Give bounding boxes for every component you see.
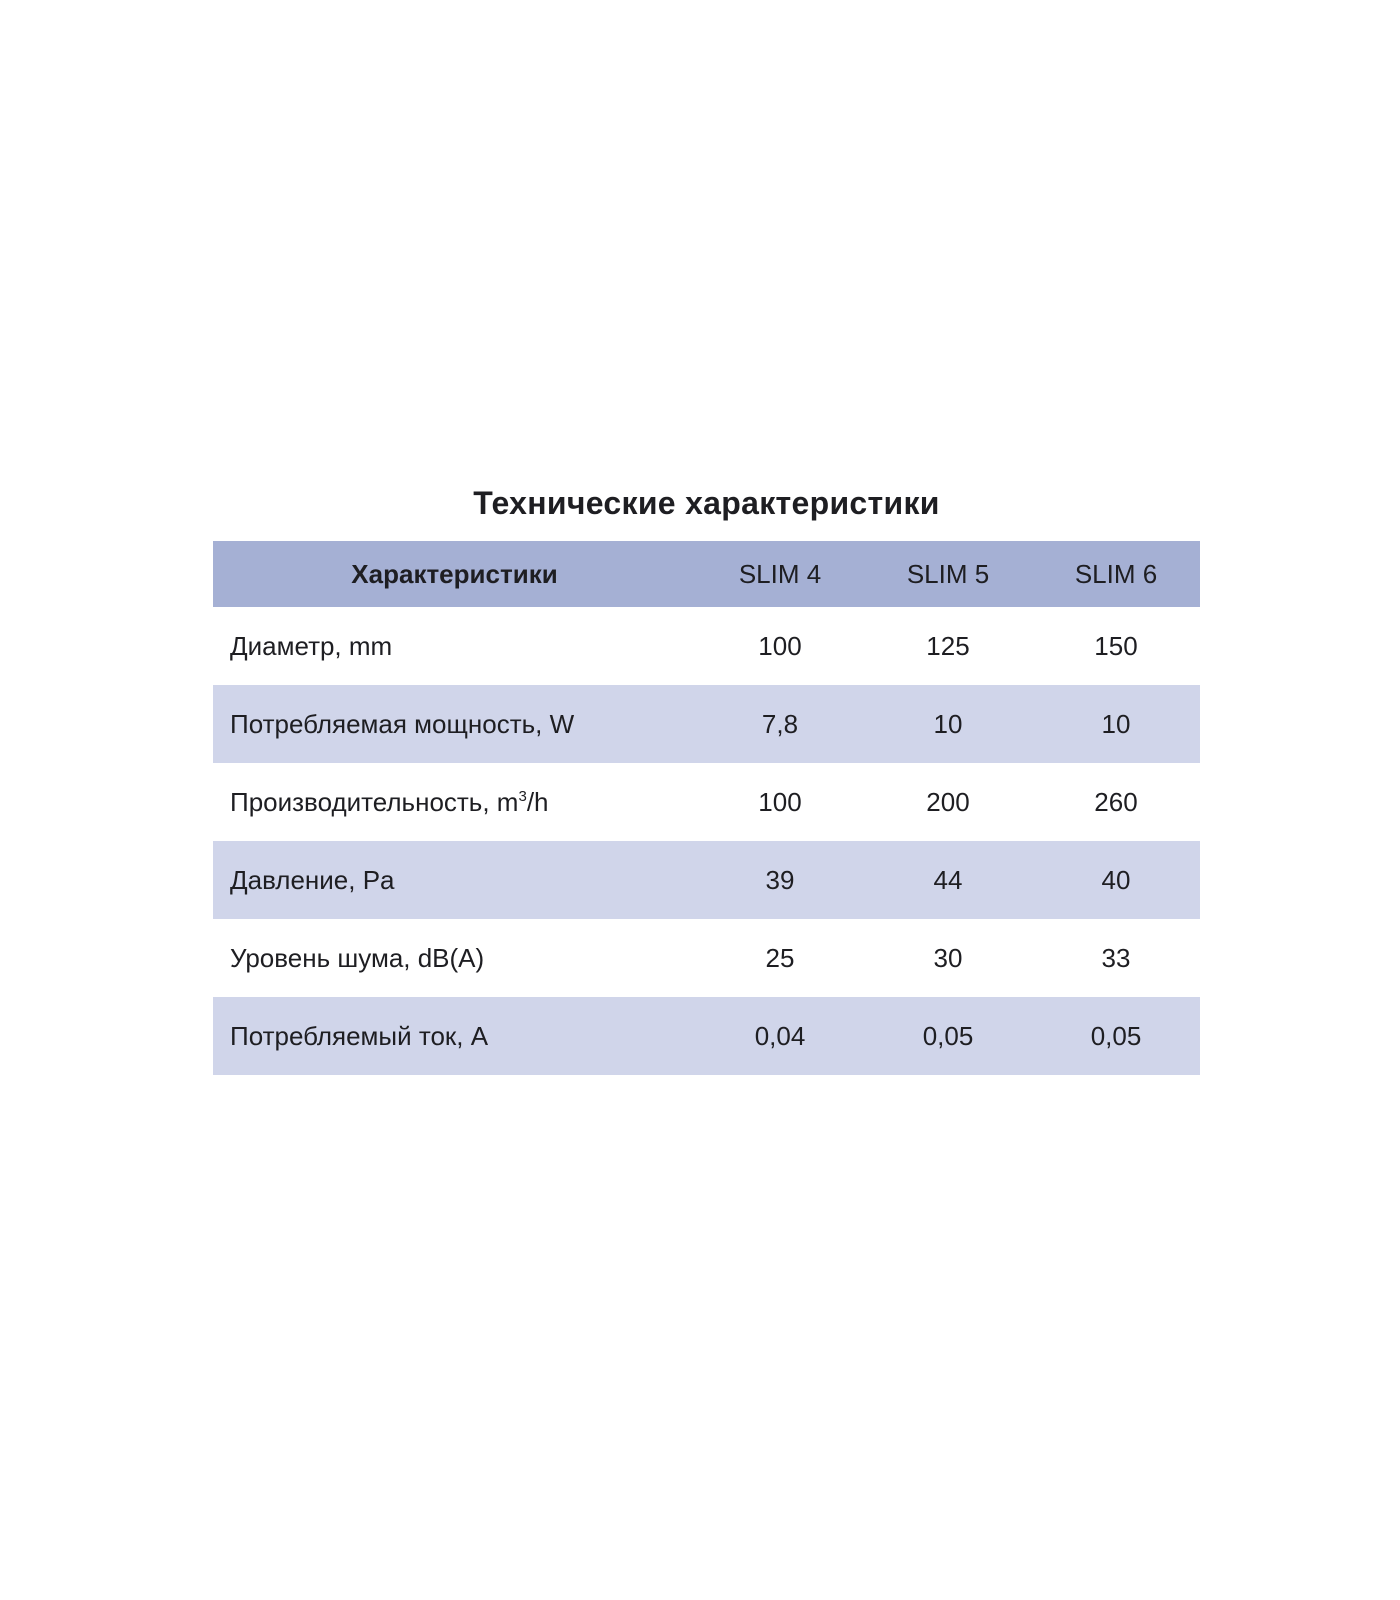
row-value: 200 (926, 786, 970, 817)
table-row (213, 841, 1200, 919)
row-label (213, 763, 696, 841)
row-value: 10 (1101, 708, 1131, 739)
row-label-text: Потребляемая мощность, W (230, 708, 575, 739)
row-value: 150 (1094, 630, 1138, 661)
table-header-row (213, 541, 1200, 607)
table-row (213, 685, 1200, 763)
row-value: 39 (765, 864, 795, 895)
row-label-text: Диаметр, mm (230, 630, 393, 661)
row-label (213, 607, 696, 685)
table-row (213, 997, 1200, 1075)
row-label (213, 919, 696, 997)
row-value: 40 (1101, 864, 1131, 895)
row-value: 0,05 (922, 1020, 974, 1051)
row-value: 260 (1094, 786, 1138, 817)
row-label (213, 685, 696, 763)
table-row (213, 763, 1200, 841)
row-label-text: Потребляемый ток, А (230, 1020, 489, 1051)
row-label (213, 997, 696, 1075)
row-value: 125 (926, 630, 970, 661)
row-label (213, 841, 696, 919)
row-label-text: Давление, Pa (230, 864, 395, 895)
header-characteristics: Характеристики (351, 558, 558, 589)
table-row (213, 607, 1200, 685)
header-model: SLIM 5 (906, 558, 990, 589)
table-row (213, 919, 1200, 997)
row-value: 30 (933, 942, 963, 973)
page-title: Технические характеристики (473, 485, 940, 521)
header-model: SLIM 6 (1074, 558, 1158, 589)
row-value: 7,8 (761, 708, 799, 739)
header-model: SLIM 4 (738, 558, 822, 589)
spec-block (213, 485, 1200, 1075)
row-label-text: Уровень шума, dB(A) (230, 942, 485, 973)
row-label-text: Производительность, m (230, 786, 519, 817)
row-value: 44 (933, 864, 963, 895)
row-value: 100 (758, 630, 802, 661)
row-value: 0,04 (754, 1020, 806, 1051)
row-value: 0,05 (1090, 1020, 1142, 1051)
row-value: 25 (765, 942, 795, 973)
row-value: 33 (1101, 942, 1131, 973)
row-label-tail: /h (526, 786, 549, 817)
row-label-superscript: 3 (518, 787, 527, 805)
row-value: 10 (933, 708, 963, 739)
spec-table (213, 541, 1200, 1075)
row-value: 100 (758, 786, 802, 817)
